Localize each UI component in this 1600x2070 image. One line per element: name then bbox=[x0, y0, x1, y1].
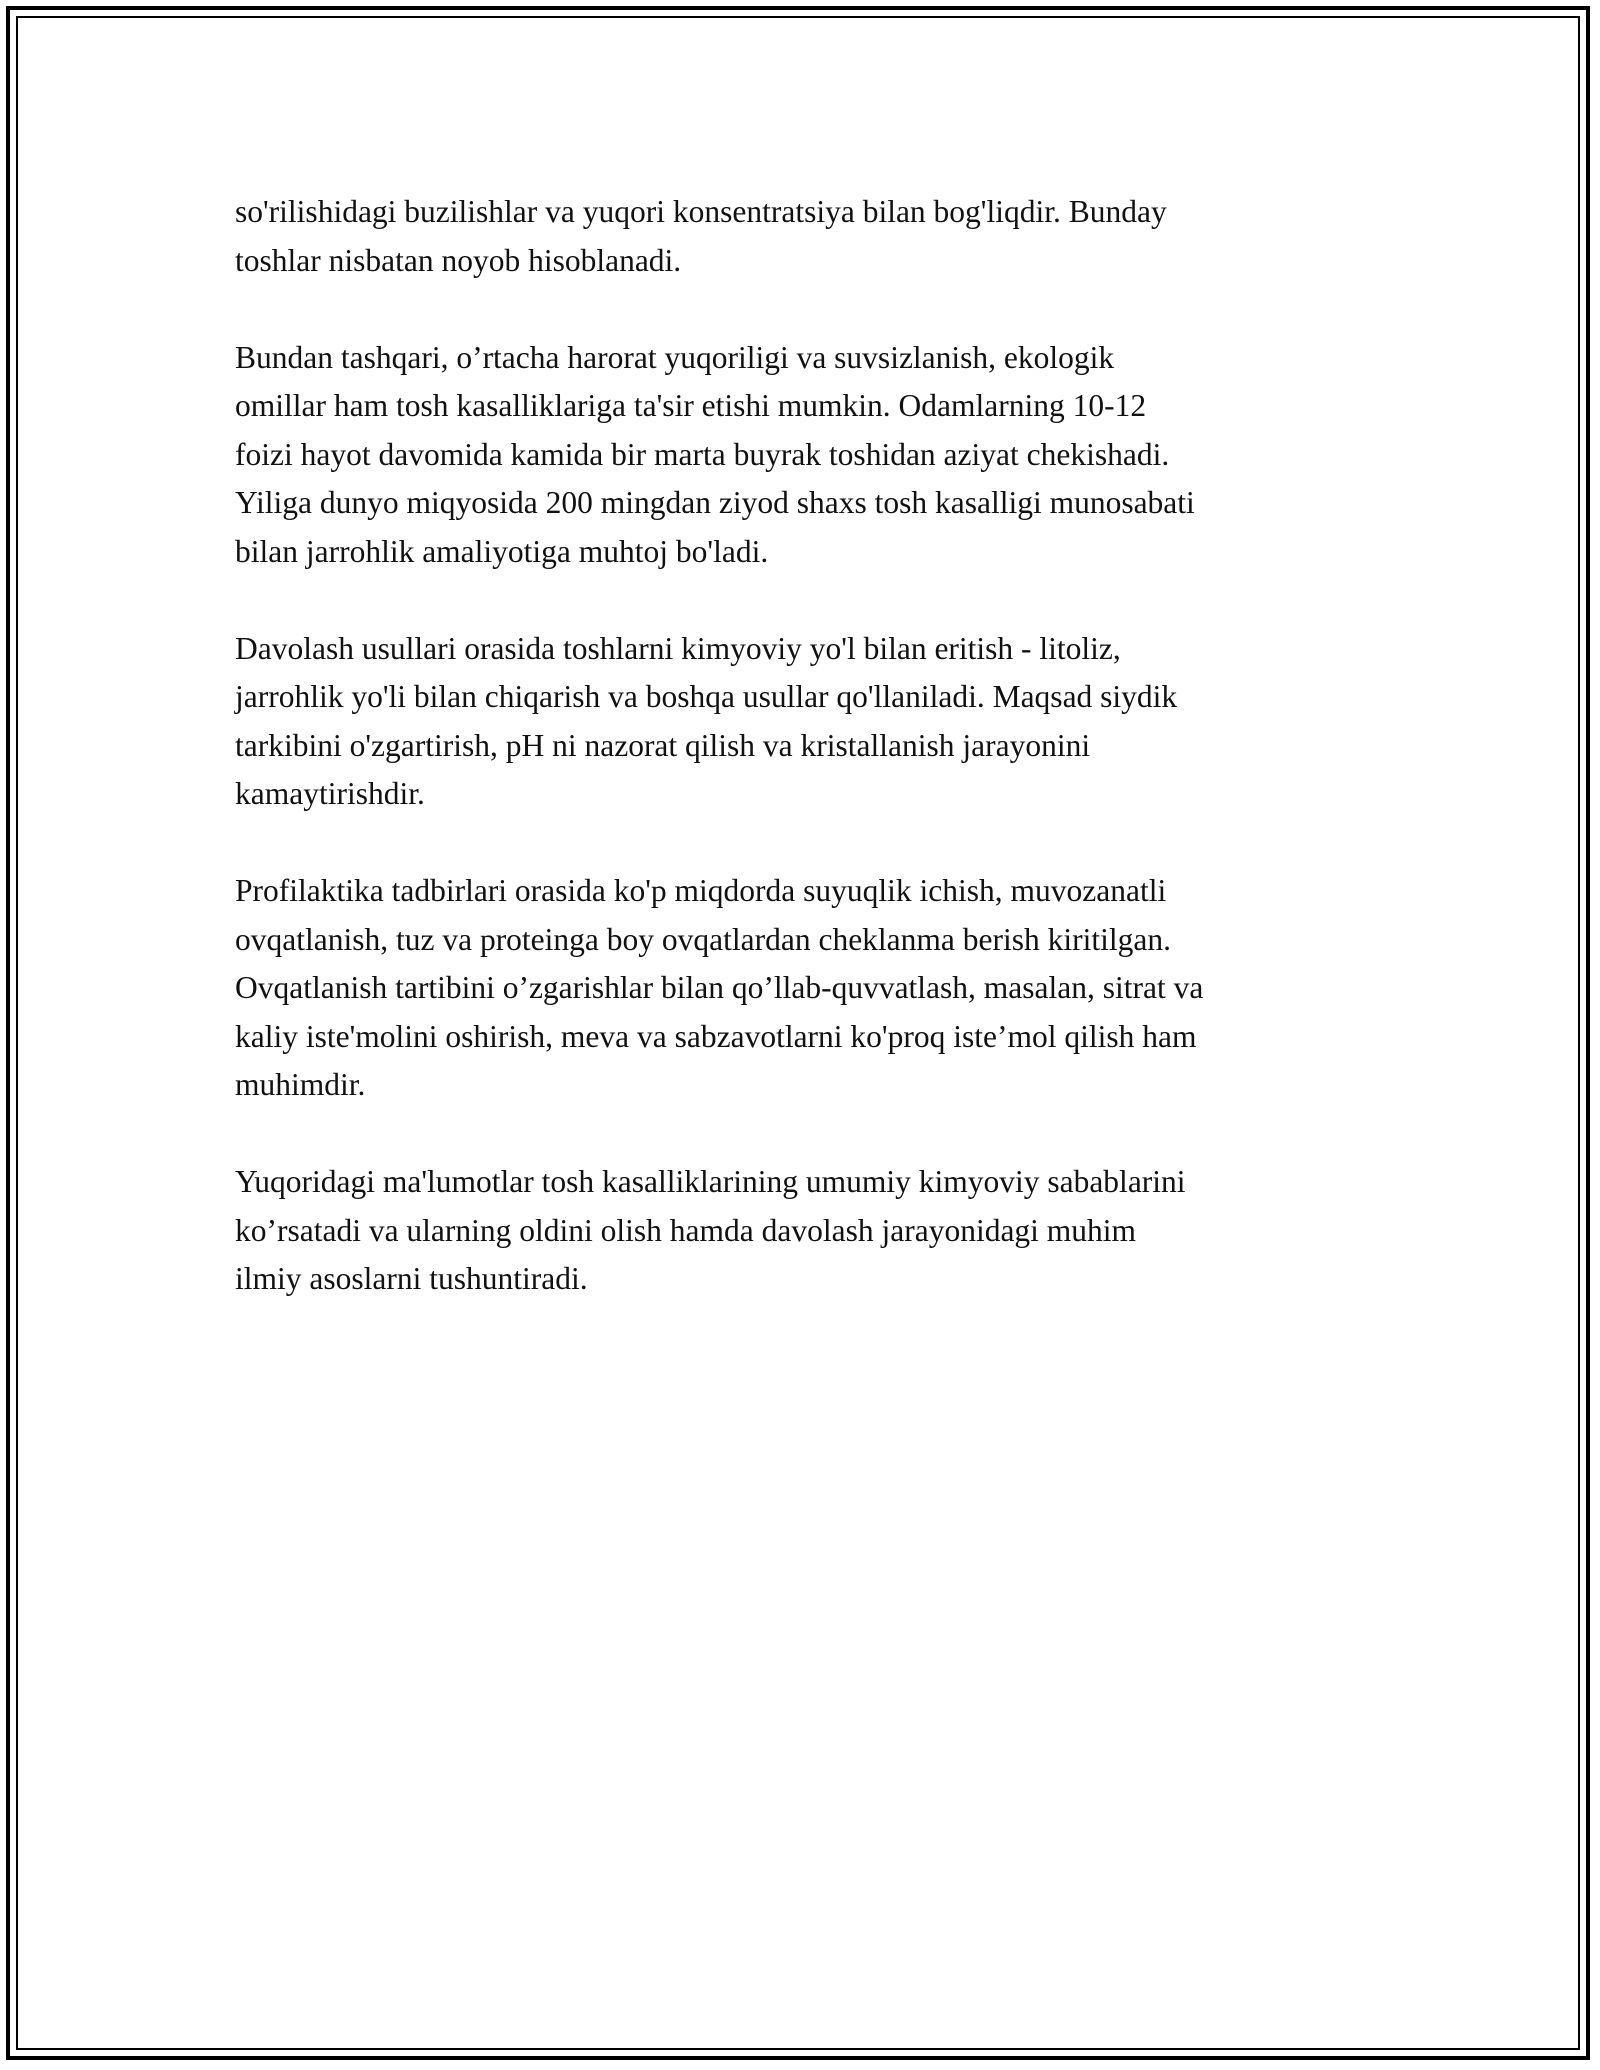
paragraph: Bundan tashqari, o’rtacha harorat yuqoriligi va suvsizlanish, ekologik omillar ham tosh kasalliklariga ta'sir etishi mumkin. Odamlarning 10-12 foizi hayot davomida kamida bir marta buyrak toshidan aziyat chekishadi. Yiliga dunyo miqyosida 200 mingdan ziyod shaxs tosh kasalligi munosabati bilan jarrohlik amaliyotiga muhtoj bo'ladi. bbox=[235, 339, 1195, 569]
paragraph: Profilaktika tadbirlari orasida ko'p miqdorda suyuqlik ichish, muvozanatli ovqatlanish, tuz va proteinga boy ovqatlardan cheklanma berish kiritilgan. Ovqatlanish tartibini o’zgarishlar bilan qo’llab-quvvatlash, masalan, sitrat va kaliy iste'molini oshirish, meva va sabzavotlarni ko'proq iste’mol qilish ham muhimdir. bbox=[235, 873, 1204, 1102]
paragraph: Yuqoridagi ma'lumotlar tosh kasalliklarining umumiy kimyoviy sabablarini ko’rsatadi va ularning oldini olish hamda davolash jarayonidagi muhim ilmiy asoslarni tushuntiradi. bbox=[235, 1164, 1186, 1296]
paragraph: Davolash usullari orasida toshlarni kimyoviy yo'l bilan eritish - litoliz, jarrohlik yo'li bilan chiqarish va boshqa usullar qo'llaniladi. Maqsad siydik tarkibini o'zgartirish, pH ni nazorat qilish va kristallanish jarayonini kamaytirishdir. bbox=[235, 630, 1178, 811]
document-body bbox=[235, 188, 1375, 1352]
paragraph: so'rilishidagi buzilishlar va yuqori konsentratsiya bilan bog'liqdir. Bunday toshlar nisbatan noyob hisoblanadi. bbox=[235, 194, 1167, 278]
